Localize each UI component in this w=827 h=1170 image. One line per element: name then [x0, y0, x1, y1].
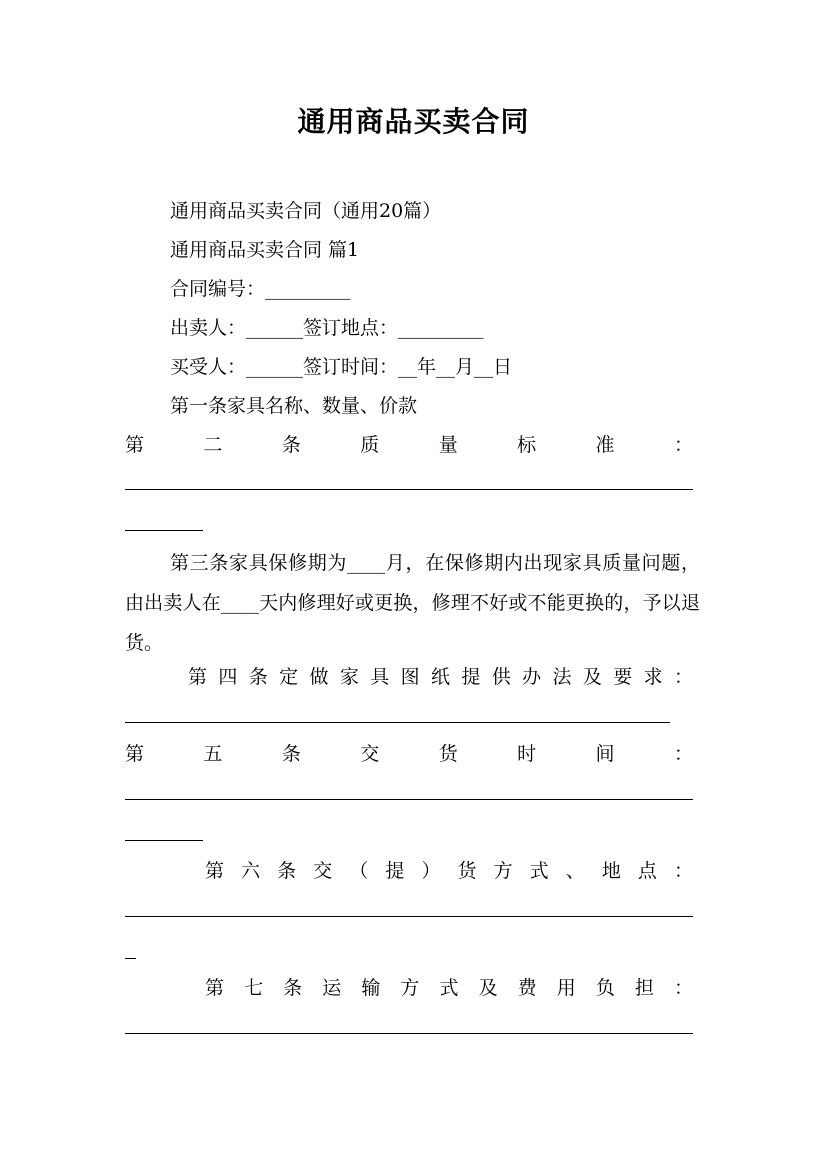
fill-blank: [125, 722, 670, 723]
seller-line: 出卖人：______签订地点：_________: [170, 317, 484, 339]
article-1: 第一条家具名称、数量、价款: [170, 395, 418, 417]
article-3: 第三条家具保修期为____月，在保修期内出现家具质量问题，由出卖人在____天内修理好或更换，修理不好或不能更换的，予以退货。: [125, 552, 700, 654]
document-title: 通用商品买卖合同: [297, 105, 530, 138]
contract-number-line: 合同编号：_________: [170, 278, 351, 300]
subtitle-line: 通用商品买卖合同（通用20篇）: [170, 200, 442, 222]
fill-blank: [125, 799, 693, 800]
article-7: 第七条运输方式及费用负担：: [205, 977, 693, 999]
fill-blank: [125, 958, 136, 959]
article-5: 第五条交货时间：: [125, 743, 693, 765]
fill-blank: [125, 489, 693, 490]
fill-blank: [125, 530, 203, 531]
article-6: 第六条交（提）货方式、地点：: [205, 860, 693, 882]
fill-blank: [125, 1033, 693, 1034]
fill-blank: [125, 916, 693, 917]
article-4: 第四条定做家具图纸提供办法及要求：: [188, 666, 693, 688]
fill-blank: [125, 840, 203, 841]
buyer-line: 买受人：______签订时间：__年__月__日: [170, 356, 513, 378]
article-2: 第二条质量标准：: [125, 434, 693, 456]
section-heading: 通用商品买卖合同 篇1: [170, 239, 360, 261]
